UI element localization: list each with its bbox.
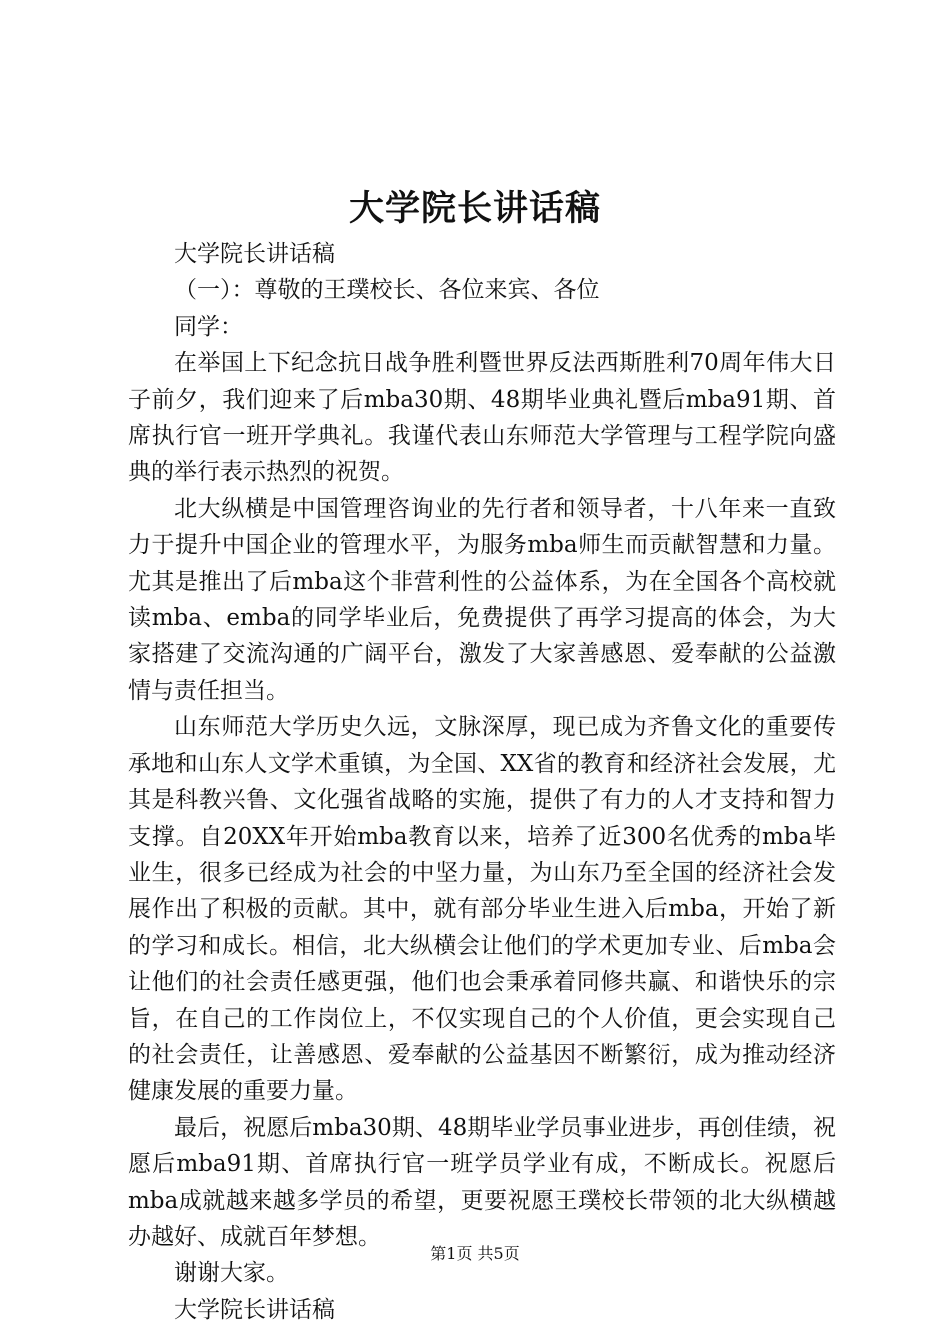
- body-paragraph: 最后，祝愿后mba30期、48期毕业学员事业进步，再创佳绩，祝愿后mba91期、首席执行官一班学员学业有成，不断成长。祝愿后mba成就越来越多学员的希望，更要祝愿王璞校长带领的北大纵横越办越好、成就百年梦想。: [128, 1114, 836, 1250]
- document-body: [128, 236, 836, 1328]
- body-paragraph: （一）：尊敬的王璞校长、各位来宾、各位: [174, 277, 600, 304]
- body-paragraph: 谢谢大家。: [174, 1260, 289, 1287]
- body-paragraph: 在举国上下纪念抗日战争胜利暨世界反法西斯胜利70周年伟大日子前夕，我们迎来了后mba30期、48期毕业典礼暨后mba91期、首席执行官一班开学典礼。我谨代表山东师范大学管理与工程学院向盛典的举行表示热烈的祝贺。: [128, 350, 836, 486]
- body-paragraph: 山东师范大学历史久远，文脉深厚，现已成为齐鲁文化的重要传承地和山东人文学术重镇，为全国、XX省的教育和经济社会发展，尤其是科教兴鲁、文化强省战略的实施，提供了有力的人才支持和智力支撑。自20XX年开始mba教育以来，培养了近300名优秀的mba毕业生，很多已经成为社会的中坚力量，为山东乃至全国的经济社会发展作出了积极的贡献。其中，就有部分毕业生进入后mba，开始了新的学习和成长。相信，北大纵横会让他们的学术更加专业、后mba会让他们的社会责任感更强，他们也会秉承着同修共赢、和谐快乐的宗旨，在自己的工作岗位上，不仅实现自己的个人价值，更会实现自己的社会责任，让善感恩、爱奉献的公益基因不断繁衍，成为推动经济健康发展的重要力量。: [128, 714, 836, 1105]
- body-paragraph: 大学院长讲话稿: [174, 1296, 335, 1323]
- body-paragraph: 北大纵横是中国管理咨询业的先行者和领导者，十八年来一直致力于提升中国企业的管理水平，为服务mba师生而贡献智慧和力量。尤其是推出了后mba这个非营利性的公益体系，为在全国各个高校就读mba、emba的同学毕业后，免费提供了再学习提高的体会，为大家搭建了交流沟通的广阔平台，激发了大家善感恩、爱奉献的公益激情与责任担当。: [128, 495, 836, 704]
- page-number-footer: 第1页 共5页: [430, 1244, 520, 1263]
- body-paragraph: 大学院长讲话稿: [174, 241, 335, 267]
- body-paragraph: 同学：: [174, 313, 243, 340]
- document-title: 大学院长讲话稿: [348, 188, 601, 229]
